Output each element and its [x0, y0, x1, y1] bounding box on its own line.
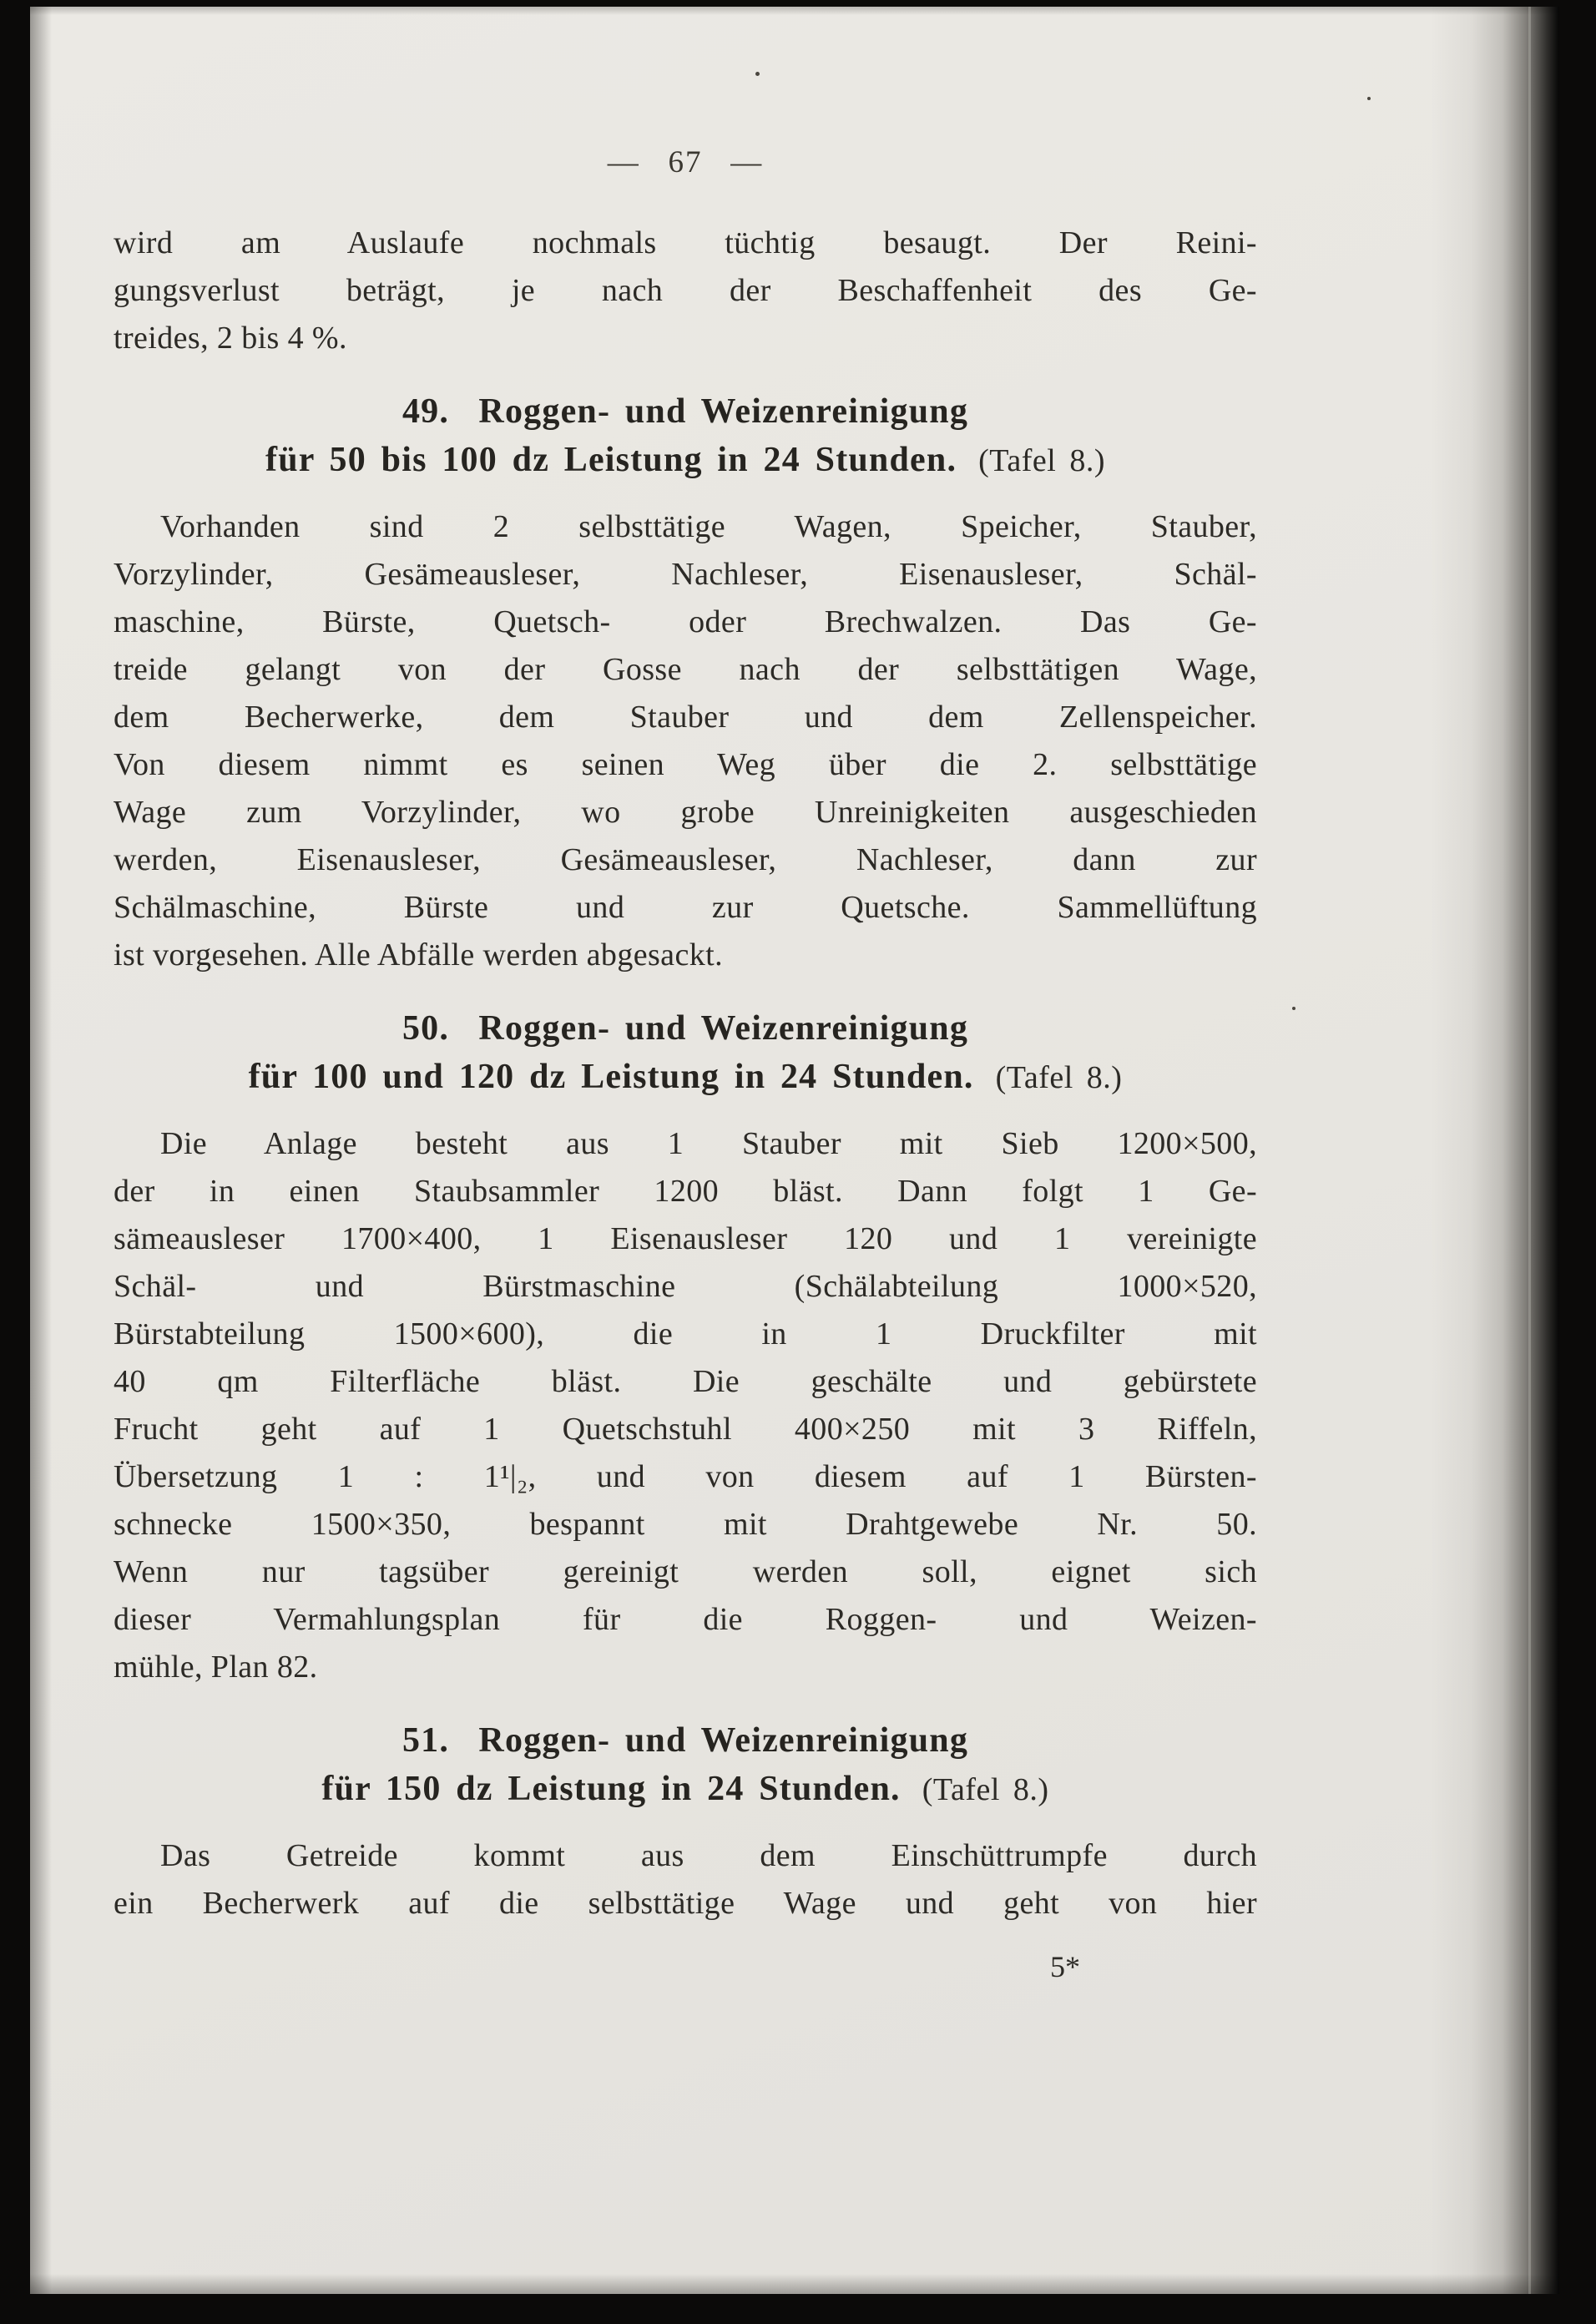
- section-51-heading: [114, 1716, 1257, 1814]
- paper-sheet: [30, 7, 1559, 2294]
- text-line: Wenn nur tagsüber gereinigt werden soll, eignet sich: [114, 1554, 1257, 1589]
- text-line: der in einen Staubsammler 1200 bläst. Dann folgt 1 Ge-: [114, 1174, 1257, 1209]
- section-50-heading: [114, 1004, 1257, 1102]
- text-line: ist vorgesehen. Alle Abfälle werden abgesackt.: [114, 937, 723, 973]
- text-line: Bürstabteilung 1500×600), die in 1 Druckfilter mit: [114, 1316, 1257, 1351]
- text-line: [114, 1765, 1257, 1814]
- text-line: [114, 1004, 1257, 1053]
- text-line: Die Anlage besteht aus 1 Stauber mit Sieb 1200×500,: [160, 1126, 1257, 1161]
- text-line: Frucht geht auf 1 Quetschstuhl 400×250 mit 3 Riffeln,: [114, 1412, 1257, 1447]
- text-line: Übersetzung 1 : 1¹|₂, und von diesem auf 1 Bürsten-: [114, 1459, 1257, 1494]
- text-line: [114, 387, 1257, 436]
- text-line: maschine, Bürste, Quetsch- oder Brechwalzen. Das Ge-: [114, 604, 1257, 639]
- text-line: dieser Vermahlungsplan für die Roggen- und Weizen-: [114, 1602, 1257, 1637]
- heading-plate-reference: (Tafel 8.): [978, 443, 1105, 478]
- heading-text: für 50 bis 100 dz Leistung in 24 Stunden.: [265, 441, 957, 479]
- text-line: Das Getreide kommt aus dem Einschüttrumpfe durch: [160, 1838, 1257, 1873]
- text-line: [114, 1053, 1257, 1102]
- text-line: Von diesem nimmt es seinen Weg über die 2. selbsttätige: [114, 747, 1257, 782]
- text-line: werden, Eisenausleser, Gesämeausleser, Nachleser, dann zur: [114, 842, 1257, 877]
- heading-text: 50. Roggen- und Weizenreinigung: [402, 1009, 969, 1048]
- text-line: Schälmaschine, Bürste und zur Quetsche. Sammellüftung: [114, 890, 1257, 925]
- scan-speckle: [1292, 1007, 1295, 1010]
- text-line: Vorhanden sind 2 selbsttätige Wagen, Speicher, Stauber,: [160, 509, 1257, 544]
- text-line: treide gelangt von der Gosse nach der selbsttätigen Wage,: [114, 652, 1257, 687]
- scan-shadow-left: [30, 7, 52, 2294]
- text-line: Schäl- und Bürstmaschine (Schälabteilung 1000×520,: [114, 1269, 1257, 1304]
- text-line: [114, 1716, 1257, 1765]
- text-line: treides, 2 bis 4 %.: [114, 321, 347, 356]
- section-49-heading: [114, 387, 1257, 485]
- scan-shadow-right: [1430, 7, 1559, 2294]
- text-line: gungsverlust beträgt, je nach der Beschaffenheit des Ge-: [114, 273, 1257, 308]
- text-line: wird am Auslaufe nochmals tüchtig besaugt. Der Reini-: [114, 225, 1257, 260]
- section-51-body: [114, 1832, 1257, 1927]
- heading-text: 51. Roggen- und Weizenreinigung: [402, 1721, 969, 1760]
- page-edge-highlight: [1528, 7, 1531, 2294]
- text-line: Wage zum Vorzylinder, wo grobe Unreinigkeiten ausgeschieden: [114, 795, 1257, 830]
- text-line: dem Becherwerke, dem Stauber und dem Zellenspeicher.: [114, 700, 1257, 735]
- text-line: Vorzylinder, Gesämeausleser, Nachleser, Eisenausleser, Schäl-: [114, 557, 1257, 592]
- text-line: sämeausleser 1700×400, 1 Eisenausleser 120 und 1 vereinigte: [114, 1221, 1257, 1256]
- section-50-body: [114, 1120, 1257, 1691]
- heading-plate-reference: (Tafel 8.): [995, 1060, 1123, 1095]
- scan-shadow-bottom: [30, 2274, 1559, 2294]
- scan-speckle: [755, 72, 760, 76]
- scan-speckle: [1367, 97, 1371, 100]
- text-line: mühle, Plan 82.: [114, 1650, 318, 1685]
- intro-paragraph: [114, 220, 1257, 362]
- text-line: schnecke 1500×350, bespannt mit Drahtgewebe Nr. 50.: [114, 1507, 1257, 1542]
- heading-text: 49. Roggen- und Weizenreinigung: [402, 392, 969, 431]
- text-blocks: [114, 220, 1257, 1927]
- signature-mark: 5*: [1050, 1950, 1080, 1983]
- page-content: [114, 139, 1257, 1984]
- scan-shadow-top: [30, 7, 1559, 15]
- text-line: [114, 436, 1257, 485]
- text-line: 40 qm Filterfläche bläst. Die geschälte und gebürstete: [114, 1364, 1257, 1399]
- section-49-body: [114, 503, 1257, 979]
- heading-text: für 150 dz Leistung in 24 Stunden.: [321, 1770, 901, 1808]
- heading-plate-reference: (Tafel 8.): [922, 1772, 1049, 1807]
- heading-text: für 100 und 120 dz Leistung in 24 Stunden.: [248, 1058, 974, 1096]
- page-number: — 67 —: [607, 145, 764, 179]
- text-line: ein Becherwerk auf die selbsttätige Wage und geht von hier: [114, 1886, 1257, 1921]
